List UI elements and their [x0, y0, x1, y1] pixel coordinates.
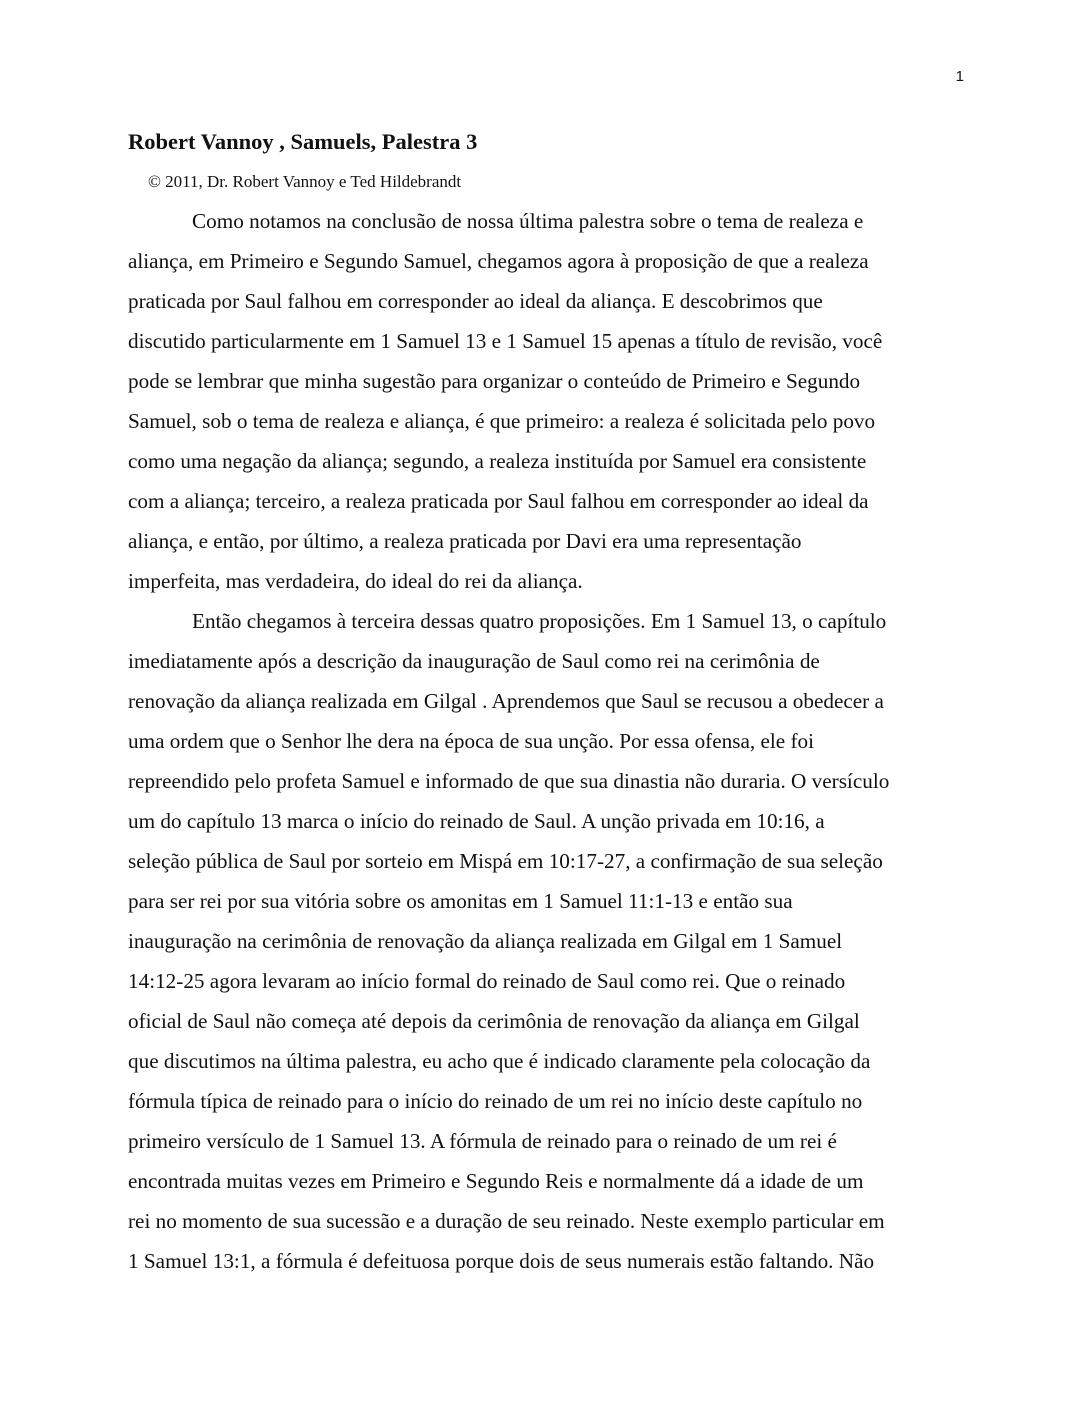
- text-line: imperfeita, mas verdadeira, do ideal do rei da aliança.: [128, 569, 583, 593]
- text-line: para ser rei por sua vitória sobre os amonitas em 1 Samuel 11:1-13 e então sua: [128, 889, 793, 913]
- text-line: com a aliança; terceiro, a realeza praticada por Saul falhou em corresponder ao ideal da: [128, 489, 869, 513]
- lecture-title: Robert Vannoy , Samuels, Palestra 3: [128, 129, 478, 154]
- text-line: fórmula típica de reinado para o início do reinado de um rei no início deste capítulo no: [128, 1089, 863, 1113]
- text-line: Como notamos na conclusão de nossa última palestra sobre o tema de realeza e: [192, 209, 864, 233]
- text-line: que discutimos na última palestra, eu acho que é indicado claramente pela colocação da: [128, 1049, 871, 1073]
- text-line: encontrada muitas vezes em Primeiro e Segundo Reis e normalmente dá a idade de um: [128, 1169, 864, 1193]
- text-line: rei no momento de sua sucessão e a duração de seu reinado. Neste exemplo particular em: [128, 1209, 885, 1233]
- text-line: aliança, e então, por último, a realeza praticada por Davi era uma representação: [128, 529, 802, 553]
- body-text: [128, 201, 980, 1281]
- text-line: 14:12-25 agora levaram ao início formal do reinado de Saul como rei. Que o reinado: [128, 969, 846, 993]
- text-line: renovação da aliança realizada em Gilgal . Aprendemos que Saul se recusou a obedecer a: [128, 689, 884, 713]
- text-line: uma ordem que o Senhor lhe dera na época de sua unção. Por essa ofensa, ele foi: [128, 729, 814, 753]
- text-line: pode se lembrar que minha sugestão para organizar o conteúdo de Primeiro e Segundo: [128, 369, 861, 393]
- text-line: 1 Samuel 13:1, a fórmula é defeituosa porque dois de seus numerais estão faltando. Não: [128, 1249, 875, 1273]
- text-line: discutido particularmente em 1 Samuel 13 e 1 Samuel 15 apenas a título de revisão, você: [128, 329, 883, 353]
- text-line: inauguração na cerimônia de renovação da aliança realizada em Gilgal em 1 Samuel: [128, 929, 843, 953]
- text-line: Samuel, sob o tema de realeza e aliança, é que primeiro: a realeza é solicitada pelo povo: [128, 409, 876, 433]
- text-line: aliança, em Primeiro e Segundo Samuel, chegamos agora à proposição de que a realeza: [128, 249, 869, 273]
- text-line: um do capítulo 13 marca o início do reinado de Saul. A unção privada em 10:16, a: [128, 809, 825, 833]
- text-line: como uma negação da aliança; segundo, a realeza instituída por Samuel era consistente: [128, 449, 867, 473]
- text-line: primeiro versículo de 1 Samuel 13. A fórmula de reinado para o reinado de um rei é: [128, 1129, 837, 1153]
- text-line: seleção pública de Saul por sorteio em Mispá em 10:17-27, a confirmação de sua seleção: [128, 849, 883, 873]
- copyright-notice: © 2011, Dr. Robert Vannoy e Ted Hildebrandt: [148, 172, 462, 191]
- text-line: repreendido pelo profeta Samuel e informado de que sua dinastia não duraria. O versículo: [128, 769, 890, 793]
- text-line: imediatamente após a descrição da inauguração de Saul como rei na cerimônia de: [128, 649, 820, 673]
- page-number: 1: [955, 68, 964, 85]
- text-line: Então chegamos à terceira dessas quatro proposições. Em 1 Samuel 13, o capítulo: [192, 609, 887, 633]
- text-line: praticada por Saul falhou em corresponder ao ideal da aliança. E descobrimos que: [128, 289, 823, 313]
- text-line: oficial de Saul não começa até depois da cerimônia de renovação da aliança em Gilgal: [128, 1009, 860, 1033]
